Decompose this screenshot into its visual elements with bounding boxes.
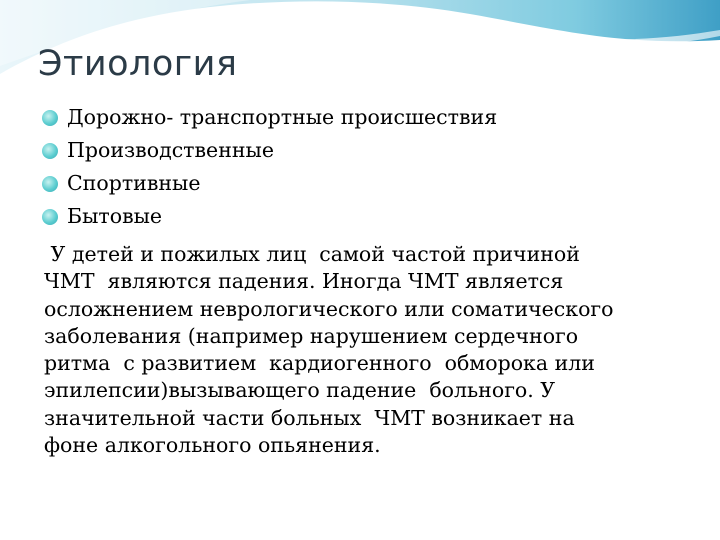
list-item: [42, 101, 497, 134]
list-item-label: Спортивные: [67, 171, 201, 195]
paragraph-line: ЧМТ являются падения. Иногда ЧМТ является: [44, 269, 564, 294]
paragraph-line: эпилепсии)вызывающего падение больного. У: [44, 378, 556, 403]
paragraph-line: фоне алкогольного опьянения.: [44, 433, 381, 458]
slide-title: Этиология: [38, 44, 238, 84]
paragraph-line: У детей и пожилых лиц самой частой причиной: [44, 242, 580, 266]
body-paragraph: [44, 241, 684, 459]
list-item: [42, 134, 497, 167]
list-item-label: Бытовые: [67, 204, 163, 228]
paragraph-line: заболевания (например нарушением сердечного: [44, 323, 579, 348]
list-item-label: Производственные: [67, 138, 274, 162]
paragraph-line: значительной части больных ЧМТ возникает на: [44, 405, 575, 430]
list-item: [42, 200, 497, 233]
paragraph-line: ритма с развитием кардиогенного обморока или: [44, 351, 595, 376]
bullet-icon: [42, 176, 58, 192]
bullet-list: [42, 101, 497, 233]
bullet-icon: [42, 110, 58, 126]
bullet-icon: [42, 209, 58, 225]
list-item: [42, 167, 497, 200]
paragraph-line: осложнением неврологического или соматического: [44, 296, 614, 321]
bullet-icon: [42, 143, 58, 159]
list-item-label: Дорожно- транспортные происшествия: [67, 105, 498, 129]
